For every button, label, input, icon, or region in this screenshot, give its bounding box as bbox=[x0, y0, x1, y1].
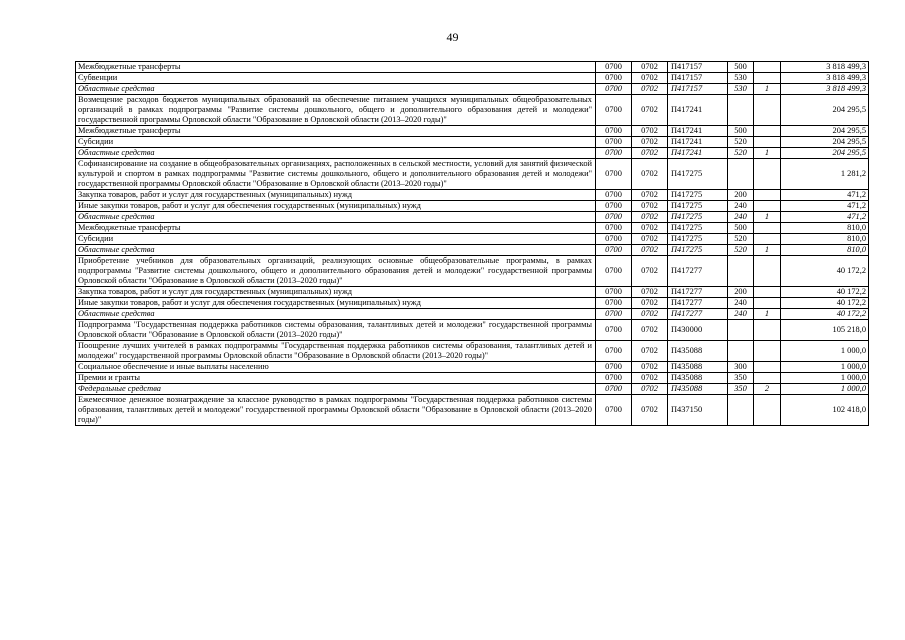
section-code-cell: 0700 bbox=[596, 223, 632, 234]
expense-type-cell: 500 bbox=[728, 223, 754, 234]
expense-type-cell: 240 bbox=[728, 212, 754, 223]
target-article-cell: П417275 bbox=[668, 245, 728, 256]
amount-cell: 40 172,2 bbox=[781, 287, 869, 298]
target-article-cell: П417277 bbox=[668, 287, 728, 298]
amount-cell: 471,2 bbox=[781, 190, 869, 201]
expense-name-cell: Областные средства bbox=[76, 309, 596, 320]
target-article-cell: П417275 bbox=[668, 234, 728, 245]
expense-type-cell: 240 bbox=[728, 201, 754, 212]
expense-name-cell: Возмещение расходов бюджетов муниципальных образований на обеспечение питанием учащихся муниципальных общеобразовательных организаций в рамках подпрограммы "Развитие системы дошкольного, общего и дополнительного образования детей и молодежи" государственной программы Орловской области "Образование в Орловской области (2013–2020 годы)" bbox=[76, 95, 596, 126]
expense-name-cell: Закупка товаров, работ и услуг для государственных (муниципальных) нужд bbox=[76, 190, 596, 201]
section-code-cell: 0700 bbox=[596, 309, 632, 320]
amount-cell: 102 418,0 bbox=[781, 395, 869, 426]
target-article-cell: П417241 bbox=[668, 148, 728, 159]
target-article-cell: П417157 bbox=[668, 84, 728, 95]
amount-cell: 1 000,0 bbox=[781, 384, 869, 395]
expense-name-cell: Межбюджетные трансферты bbox=[76, 223, 596, 234]
table-row bbox=[76, 159, 869, 190]
target-article-cell: П417277 bbox=[668, 298, 728, 309]
subsection-code-cell: 0702 bbox=[632, 234, 668, 245]
funding-source-cell bbox=[754, 287, 781, 298]
funding-source-cell bbox=[754, 159, 781, 190]
target-article-cell: П417275 bbox=[668, 159, 728, 190]
amount-cell: 40 172,2 bbox=[781, 309, 869, 320]
expense-name-cell: Областные средства bbox=[76, 212, 596, 223]
table-row bbox=[76, 298, 869, 309]
target-article-cell: П417277 bbox=[668, 309, 728, 320]
funding-source-cell: 1 bbox=[754, 84, 781, 95]
funding-source-cell bbox=[754, 62, 781, 73]
expense-type-cell: 300 bbox=[728, 362, 754, 373]
expense-name-cell: Межбюджетные трансферты bbox=[76, 62, 596, 73]
expense-name-cell: Областные средства bbox=[76, 84, 596, 95]
target-article-cell: П430000 bbox=[668, 320, 728, 341]
table-row bbox=[76, 223, 869, 234]
section-code-cell: 0700 bbox=[596, 73, 632, 84]
table-row bbox=[76, 341, 869, 362]
expense-type-cell: 520 bbox=[728, 234, 754, 245]
table-row bbox=[76, 62, 869, 73]
funding-source-cell: 1 bbox=[754, 148, 781, 159]
funding-source-cell bbox=[754, 95, 781, 126]
target-article-cell: П417241 bbox=[668, 137, 728, 148]
funding-source-cell bbox=[754, 341, 781, 362]
funding-source-cell bbox=[754, 223, 781, 234]
funding-source-cell bbox=[754, 126, 781, 137]
subsection-code-cell: 0702 bbox=[632, 384, 668, 395]
budget-table bbox=[75, 61, 869, 426]
funding-source-cell bbox=[754, 362, 781, 373]
subsection-code-cell: 0702 bbox=[632, 287, 668, 298]
subsection-code-cell: 0702 bbox=[632, 212, 668, 223]
subsection-code-cell: 0702 bbox=[632, 223, 668, 234]
table-row bbox=[76, 190, 869, 201]
funding-source-cell bbox=[754, 373, 781, 384]
subsection-code-cell: 0702 bbox=[632, 320, 668, 341]
target-article-cell: П417275 bbox=[668, 201, 728, 212]
expense-name-cell: Субсидии bbox=[76, 234, 596, 245]
amount-cell: 1 000,0 bbox=[781, 341, 869, 362]
amount-cell: 204 295,5 bbox=[781, 95, 869, 126]
table-row bbox=[76, 137, 869, 148]
expense-name-cell: Областные средства bbox=[76, 245, 596, 256]
table-row bbox=[76, 84, 869, 95]
table-row bbox=[76, 320, 869, 341]
expense-type-cell: 350 bbox=[728, 384, 754, 395]
amount-cell: 204 295,5 bbox=[781, 148, 869, 159]
subsection-code-cell: 0702 bbox=[632, 126, 668, 137]
amount-cell: 1 281,2 bbox=[781, 159, 869, 190]
section-code-cell: 0700 bbox=[596, 287, 632, 298]
funding-source-cell: 1 bbox=[754, 309, 781, 320]
subsection-code-cell: 0702 bbox=[632, 373, 668, 384]
expense-type-cell: 240 bbox=[728, 298, 754, 309]
table-row bbox=[76, 73, 869, 84]
expense-name-cell: Премии и гранты bbox=[76, 373, 596, 384]
expense-name-cell: Межбюджетные трансферты bbox=[76, 126, 596, 137]
expense-type-cell: 530 bbox=[728, 84, 754, 95]
funding-source-cell bbox=[754, 256, 781, 287]
budget-table-body bbox=[76, 62, 869, 426]
expense-type-cell: 240 bbox=[728, 309, 754, 320]
expense-type-cell: 530 bbox=[728, 73, 754, 84]
subsection-code-cell: 0702 bbox=[632, 245, 668, 256]
section-code-cell: 0700 bbox=[596, 384, 632, 395]
subsection-code-cell: 0702 bbox=[632, 137, 668, 148]
section-code-cell: 0700 bbox=[596, 190, 632, 201]
table-row bbox=[76, 234, 869, 245]
expense-name-cell: Поощрение лучших учителей в рамках подпрограммы "Государственная поддержка работников системы образования, талантливых детей и молодежи" государственной программы Орловской области "Образование в Орловской области (2013–2020 годы)" bbox=[76, 341, 596, 362]
table-row bbox=[76, 95, 869, 126]
expense-name-cell: Субсидии bbox=[76, 137, 596, 148]
section-code-cell: 0700 bbox=[596, 256, 632, 287]
target-article-cell: П435088 bbox=[668, 341, 728, 362]
amount-cell: 204 295,5 bbox=[781, 137, 869, 148]
expense-name-cell: Субвенции bbox=[76, 73, 596, 84]
amount-cell: 1 000,0 bbox=[781, 373, 869, 384]
section-code-cell: 0700 bbox=[596, 234, 632, 245]
amount-cell: 3 818 499,3 bbox=[781, 62, 869, 73]
section-code-cell: 0700 bbox=[596, 159, 632, 190]
amount-cell: 810,0 bbox=[781, 234, 869, 245]
funding-source-cell bbox=[754, 395, 781, 426]
section-code-cell: 0700 bbox=[596, 320, 632, 341]
section-code-cell: 0700 bbox=[596, 245, 632, 256]
section-code-cell: 0700 bbox=[596, 137, 632, 148]
subsection-code-cell: 0702 bbox=[632, 148, 668, 159]
expense-type-cell: 200 bbox=[728, 287, 754, 298]
page-number: 49 bbox=[446, 30, 459, 44]
expense-name-cell: Иные закупки товаров, работ и услуг для обеспечения государственных (муниципальных) нужд bbox=[76, 201, 596, 212]
expense-type-cell bbox=[728, 341, 754, 362]
subsection-code-cell: 0702 bbox=[632, 73, 668, 84]
expense-type-cell: 520 bbox=[728, 137, 754, 148]
target-article-cell: П435088 bbox=[668, 373, 728, 384]
expense-type-cell bbox=[728, 256, 754, 287]
expense-type-cell: 350 bbox=[728, 373, 754, 384]
target-article-cell: П417157 bbox=[668, 62, 728, 73]
amount-cell: 471,2 bbox=[781, 212, 869, 223]
table-row bbox=[76, 201, 869, 212]
target-article-cell: П437150 bbox=[668, 395, 728, 426]
target-article-cell: П417275 bbox=[668, 223, 728, 234]
funding-source-cell bbox=[754, 190, 781, 201]
subsection-code-cell: 0702 bbox=[632, 256, 668, 287]
subsection-code-cell: 0702 bbox=[632, 190, 668, 201]
expense-type-cell: 520 bbox=[728, 148, 754, 159]
subsection-code-cell: 0702 bbox=[632, 84, 668, 95]
target-article-cell: П435088 bbox=[668, 362, 728, 373]
expense-name-cell: Социальное обеспечение и иные выплаты населению bbox=[76, 362, 596, 373]
expense-type-cell bbox=[728, 320, 754, 341]
subsection-code-cell: 0702 bbox=[632, 201, 668, 212]
expense-name-cell: Софинансирование на создание в общеобразовательных организациях, расположенных в сельской местности, условий для занятий физической культурой и спортом в рамках подпрограммы "Развитие системы дошкольного, общего и дополнительного образования детей и молодежи" государственной программы Орловской области "Образование в Орловской области (2013–2020 годы)" bbox=[76, 159, 596, 190]
subsection-code-cell: 0702 bbox=[632, 159, 668, 190]
target-article-cell: П417277 bbox=[668, 256, 728, 287]
target-article-cell: П417241 bbox=[668, 95, 728, 126]
expense-type-cell: 500 bbox=[728, 126, 754, 137]
funding-source-cell: 1 bbox=[754, 212, 781, 223]
amount-cell: 810,0 bbox=[781, 223, 869, 234]
funding-source-cell bbox=[754, 137, 781, 148]
section-code-cell: 0700 bbox=[596, 201, 632, 212]
amount-cell: 810,0 bbox=[781, 245, 869, 256]
table-row bbox=[76, 212, 869, 223]
funding-source-cell: 1 bbox=[754, 245, 781, 256]
expense-name-cell: Закупка товаров, работ и услуг для государственных (муниципальных) нужд bbox=[76, 287, 596, 298]
expense-name-cell: Федеральные средства bbox=[76, 384, 596, 395]
table-row bbox=[76, 126, 869, 137]
subsection-code-cell: 0702 bbox=[632, 362, 668, 373]
expense-name-cell: Иные закупки товаров, работ и услуг для обеспечения государственных (муниципальных) нужд bbox=[76, 298, 596, 309]
funding-source-cell: 2 bbox=[754, 384, 781, 395]
table-row bbox=[76, 384, 869, 395]
funding-source-cell bbox=[754, 234, 781, 245]
section-code-cell: 0700 bbox=[596, 362, 632, 373]
amount-cell: 1 000,0 bbox=[781, 362, 869, 373]
table-row bbox=[76, 148, 869, 159]
funding-source-cell bbox=[754, 73, 781, 84]
section-code-cell: 0700 bbox=[596, 395, 632, 426]
funding-source-cell bbox=[754, 320, 781, 341]
subsection-code-cell: 0702 bbox=[632, 309, 668, 320]
table-row bbox=[76, 287, 869, 298]
expense-name-cell: Областные средства bbox=[76, 148, 596, 159]
expense-type-cell: 520 bbox=[728, 245, 754, 256]
section-code-cell: 0700 bbox=[596, 341, 632, 362]
expense-type-cell bbox=[728, 159, 754, 190]
section-code-cell: 0700 bbox=[596, 148, 632, 159]
funding-source-cell bbox=[754, 298, 781, 309]
table-row bbox=[76, 362, 869, 373]
amount-cell: 3 818 499,3 bbox=[781, 84, 869, 95]
target-article-cell: П435088 bbox=[668, 384, 728, 395]
amount-cell: 40 172,2 bbox=[781, 298, 869, 309]
amount-cell: 471,2 bbox=[781, 201, 869, 212]
section-code-cell: 0700 bbox=[596, 212, 632, 223]
funding-source-cell bbox=[754, 201, 781, 212]
table-row bbox=[76, 373, 869, 384]
expense-name-cell: Ежемесячное денежное вознаграждение за классное руководство в рамках подпрограммы "Государственная поддержка работников системы образования, талантливых детей и молодежи" государственной программы Орловской области "Образование в Орловской области (2013–2020 годы)" bbox=[76, 395, 596, 426]
target-article-cell: П417157 bbox=[668, 73, 728, 84]
target-article-cell: П417241 bbox=[668, 126, 728, 137]
table-row bbox=[76, 309, 869, 320]
subsection-code-cell: 0702 bbox=[632, 95, 668, 126]
subsection-code-cell: 0702 bbox=[632, 62, 668, 73]
table-row bbox=[76, 245, 869, 256]
target-article-cell: П417275 bbox=[668, 190, 728, 201]
subsection-code-cell: 0702 bbox=[632, 341, 668, 362]
subsection-code-cell: 0702 bbox=[632, 298, 668, 309]
subsection-code-cell: 0702 bbox=[632, 395, 668, 426]
section-code-cell: 0700 bbox=[596, 84, 632, 95]
amount-cell: 105 218,0 bbox=[781, 320, 869, 341]
amount-cell: 3 818 499,3 bbox=[781, 73, 869, 84]
section-code-cell: 0700 bbox=[596, 62, 632, 73]
expense-type-cell bbox=[728, 395, 754, 426]
table-row bbox=[76, 395, 869, 426]
expense-type-cell bbox=[728, 95, 754, 126]
target-article-cell: П417275 bbox=[668, 212, 728, 223]
table-row bbox=[76, 256, 869, 287]
expense-type-cell: 500 bbox=[728, 62, 754, 73]
section-code-cell: 0700 bbox=[596, 126, 632, 137]
expense-name-cell: Приобретение учебников для образовательных организаций, реализующих основные общеобразовательные программы, в рамках подпрограммы "Развитие системы дошкольного, общего и дополнительного образования детей и молодежи" государственной программы Орловской области "Образование в Орловской области (2013–2020 годы)" bbox=[76, 256, 596, 287]
section-code-cell: 0700 bbox=[596, 373, 632, 384]
section-code-cell: 0700 bbox=[596, 298, 632, 309]
section-code-cell: 0700 bbox=[596, 95, 632, 126]
expense-type-cell: 200 bbox=[728, 190, 754, 201]
amount-cell: 204 295,5 bbox=[781, 126, 869, 137]
amount-cell: 40 172,2 bbox=[781, 256, 869, 287]
expense-name-cell: Подпрограмма "Государственная поддержка работников системы образования, талантливых детей и молодежи" государственной программы Орловской области "Образование в Орловской области (2013–2020 годы)" bbox=[76, 320, 596, 341]
